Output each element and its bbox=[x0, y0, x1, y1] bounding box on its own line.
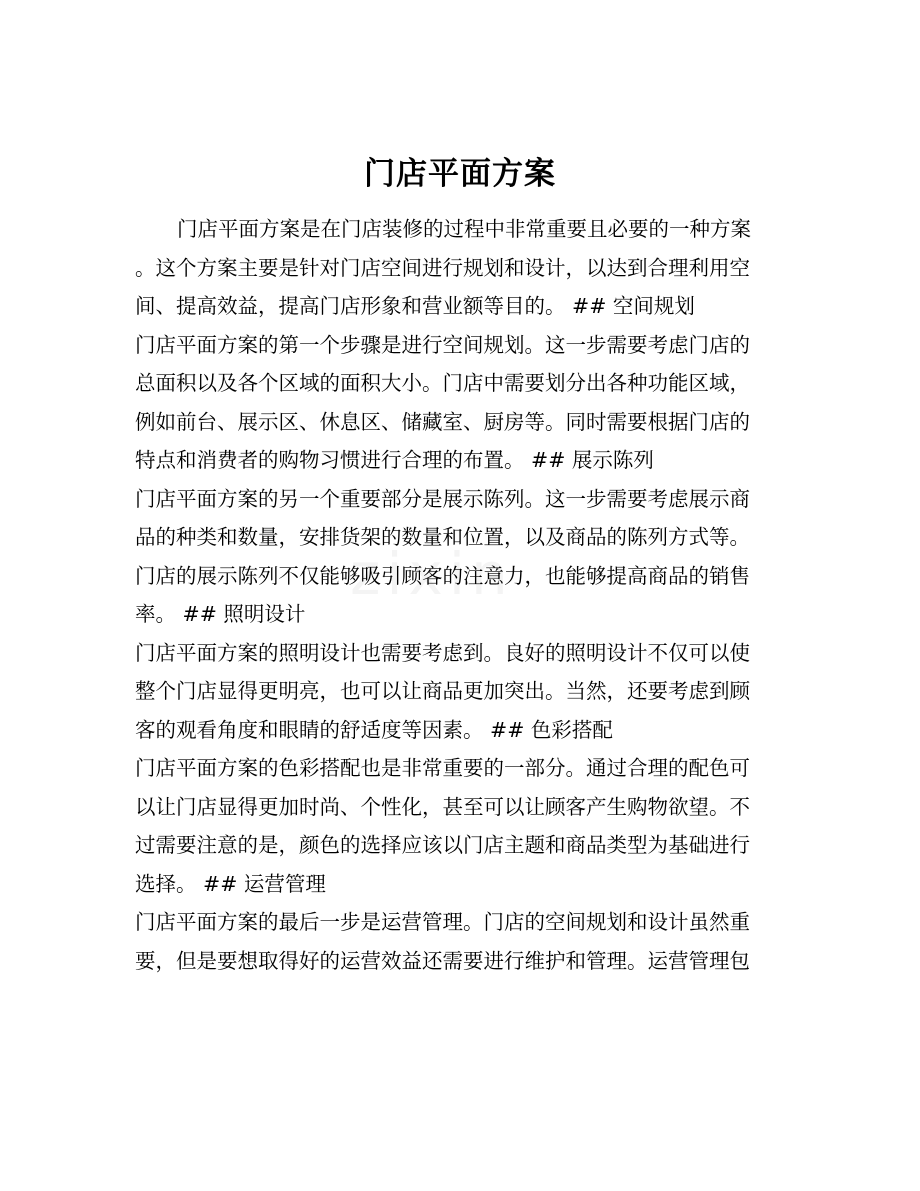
text-line: 门店平面方案是在门店装修的过程中非常重要且必要的一种方案 bbox=[177, 217, 751, 241]
document-body bbox=[135, 210, 785, 980]
text-line: 。这个方案主要是针对门店空间进行规划和设计，以达到合理利用空 bbox=[135, 255, 750, 280]
text-line: 门店平面方案的另一个重要部分是展示陈列。这一步需要考虑展示商 bbox=[135, 486, 750, 511]
text-line: 要，但是要想取得好的运营效益还需要进行维护和管理。运营管理包 bbox=[135, 948, 750, 973]
text-line: 特点和消费者的购物习惯进行合理的布置。 ## 展示陈列 bbox=[135, 448, 654, 472]
document-title: 门店平面方案 bbox=[364, 156, 556, 192]
text-line: 客的观看角度和眼睛的舒适度等因素。 ## 色彩搭配 bbox=[135, 717, 613, 742]
text-line: 品的种类和数量，安排货架的数量和位置，以及商品的陈列方式等。 bbox=[135, 525, 750, 549]
text-line: 门店平面方案的最后一步是运营管理。门店的空间规划和设计虽然重 bbox=[135, 910, 750, 934]
text-line: 门店平面方案的照明设计也需要考虑到。良好的照明设计不仅可以使 bbox=[135, 640, 750, 665]
text-line: 门店平面方案的色彩搭配也是非常重要的一部分。通过合理的配色可 bbox=[135, 756, 750, 780]
text-line: 总面积以及各个区域的面积大小。门店中需要划分出各种功能区域， bbox=[135, 371, 750, 395]
text-line: 门店的展示陈列不仅能够吸引顾客的注意力，也能够提高商品的销售 bbox=[135, 563, 750, 588]
text-line: 门店平面方案的第一个步骤是进行空间规划。这一步需要考虑门店的 bbox=[135, 332, 750, 357]
text-line: 选择。 ## 运营管理 bbox=[135, 871, 326, 896]
text-line: 例如前台、展示区、休息区、储藏室、厨房等。同时需要根据门店的 bbox=[135, 409, 750, 434]
text-line: 过需要注意的是，颜色的选择应该以门店主题和商品类型为基础进行 bbox=[135, 833, 750, 857]
text-line: 整个门店显得更明亮，也可以让商品更加突出。当然，还要考虑到顾 bbox=[135, 679, 750, 703]
text-line: 间、提高效益，提高门店形象和营业额等目的。 ## 空间规划 bbox=[135, 294, 695, 318]
text-line: 以让门店显得更加时尚、个性化，甚至可以让顾客产生购物欲望。不 bbox=[135, 794, 750, 819]
text-line: 率。 ## 照明设计 bbox=[135, 602, 306, 626]
